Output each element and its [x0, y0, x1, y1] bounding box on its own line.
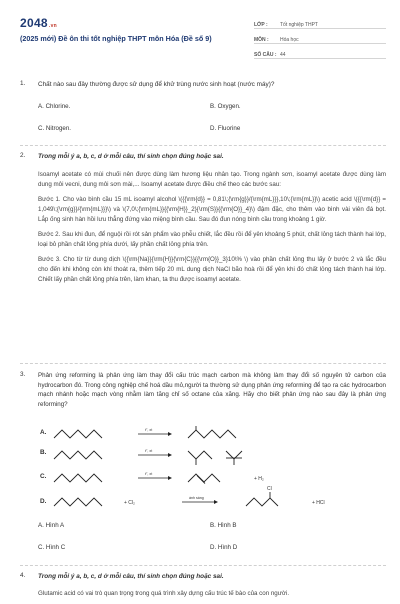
option-c[interactable]: C. Nitrogen.: [38, 125, 72, 132]
question-1: [20, 80, 386, 90]
reaction-a-scheme: [50, 426, 380, 442]
meta-count-row: [254, 46, 386, 59]
question-text: Chất nào sau đây thường được sử dụng để khử trùng nước sinh hoạt (nước máy)?: [38, 81, 275, 88]
divider: [20, 565, 386, 566]
meta-subject-row: [254, 31, 386, 44]
hydrogen-product: + H₂: [254, 476, 264, 482]
hcl-product: + HCl: [312, 500, 325, 506]
meta-count-value: 44: [280, 52, 286, 58]
question-number: 3.: [20, 371, 26, 378]
question-number: 2.: [20, 152, 26, 159]
meta-subject-label: MÔN :: [254, 37, 269, 43]
option-b[interactable]: B. Oxygen.: [210, 103, 241, 110]
passage-step-3: Bước 3. Cho từ từ dung dịch \({\rm{Na}}{\rm{H}}{\rm{C}}{{\rm{O}}_3}10\% \) vào phần chất lỏng thu lấy ở bước 2 và lắc đều cho đến khi không còn khí thoát ra, thêm tiếp 20 mL dung dịch NaCl bão hoà rồi để yên khi đó chất lỏng tách thành hai lớp. Chiết lấy phần chất lỏng phía trên, làm khan, ta thu được isoamyl acetate.: [38, 255, 386, 283]
meta-count-label: SỐ CÂU :: [254, 52, 277, 58]
reaction-b: [40, 446, 380, 462]
question-text: Phản ứng reforming là phản ứng làm thay đổi cấu trúc mạch carbon mà không làm thay đổi số nguyên tử carbon của hydrocarbon đó. Trong công nghiệp chế hoá dầu mỏ,người ta thường sử dụng phản ứng reforming để tạo ra các hydrocarbon mạch nhánh hoặc mạch vòng nhằm làm tăng chỉ số octane của xăng. Hãy cho biết phản ứng nào sau đây là phản ứng reforming?: [38, 372, 386, 408]
passage-step-2: Bước 2. Sau khi đun, để nguội rồi rót sản phẩm vào phễu chiết, lắc đều rồi để yên khoảng 5 phút, chất lỏng tách thành hai lớp, loại bỏ phần chất lỏng phía dưới, lấy phần chất lỏng phía trên.: [38, 230, 386, 248]
reaction-label: A.: [40, 429, 47, 436]
question-4-passage: [38, 589, 386, 599]
meta-class-label: LỚP :: [254, 22, 268, 28]
reaction-condition: ánh sáng: [189, 496, 204, 500]
option-d[interactable]: D. Hình D: [210, 544, 238, 551]
divider: [20, 145, 386, 146]
passage-intro: Isoamyl acetate có mùi chuối nên được dùng làm hương liệu nhân tạo. Trong ngành sơn, isoamyl acetate được dùng làm dung môi vecni, dung môi sơn mài,... Isoamyl acetate được điều chế theo các bước sau:: [38, 170, 386, 188]
reaction-condition: t°, xt: [145, 472, 153, 476]
question-2-passage: [38, 170, 386, 285]
option-d[interactable]: D. Fluorine: [210, 125, 241, 132]
meta-class-row: [254, 16, 386, 29]
passage-step-1: Bước 1. Cho vào bình cầu 15 mL isoamyl alcohol \({{\rm{d}} = 0,81\;{\rm{g}}/{\rm{mL}}},10\;{\rm{mL}}\) acetic acid \({{\rm{d}} = 1,049\;{\rm{g}}/{\rm{mL}}}\) và \(7,0\;{\rm{mL}}{{\rm{H}}_2}{\rm{S}}{{\rm{O}}_4}\) đậm đặc, cho thêm vào bình vài viên đá bọt. Lắp ống sinh hàn hồi lưu thẳng đứng vào miệng bình cầu. Sau đó đun nóng bình cầu trong khoảng 1 giờ.: [38, 195, 386, 223]
meta-subject-value: Hóa học: [280, 37, 299, 43]
question-instruction: Trong mỗi ý a, b, c, d ở mỗi câu, thí sinh chọn đúng hoặc sai.: [38, 573, 224, 580]
site-logo[interactable]: 2048.vn: [20, 16, 58, 30]
exam-meta: [254, 16, 386, 61]
reaction-a: [40, 426, 380, 442]
option-a[interactable]: A. Hình A: [38, 522, 65, 529]
question-instruction: Trong mỗi ý a, b, c, d ở mỗi câu, thí sinh chọn đúng hoặc sai.: [38, 153, 224, 160]
reaction-label: C.: [40, 473, 47, 480]
reaction-d: [40, 484, 380, 510]
reaction-condition: t°, xt: [145, 449, 153, 453]
chlorine-reactant: + Cl₂: [124, 500, 135, 506]
question-number: 4.: [20, 572, 26, 579]
question-4: [20, 572, 386, 604]
option-b[interactable]: B. Hình B: [210, 522, 237, 529]
question-2: [20, 152, 386, 290]
reaction-condition: t°, xt: [145, 428, 153, 432]
reaction-label: D.: [40, 498, 47, 505]
question-3-options: [38, 522, 378, 552]
passage-intro: Glutamic acid có vai trò quan trọng trong quá trình xây dựng cấu trúc tế bào của con người.: [38, 589, 290, 597]
option-c[interactable]: C. Hình C: [38, 544, 66, 551]
reaction-d-scheme: [50, 484, 380, 510]
meta-class-value: Tốt nghiệp THPT: [280, 22, 318, 28]
chlorine-atom-label: Cl: [267, 486, 272, 492]
question-3: [20, 371, 386, 409]
option-a[interactable]: A. Chlorine.: [38, 103, 71, 110]
exam-title: (2025 mới) Đề ôn thi tốt nghiệp THPT môn Hóa (Đề số 9): [20, 34, 212, 43]
divider: [20, 363, 386, 364]
question-number: 1.: [20, 80, 26, 87]
reaction-b-scheme: [50, 446, 380, 466]
reaction-label: B.: [40, 449, 47, 456]
question-1-options: [38, 103, 378, 133]
